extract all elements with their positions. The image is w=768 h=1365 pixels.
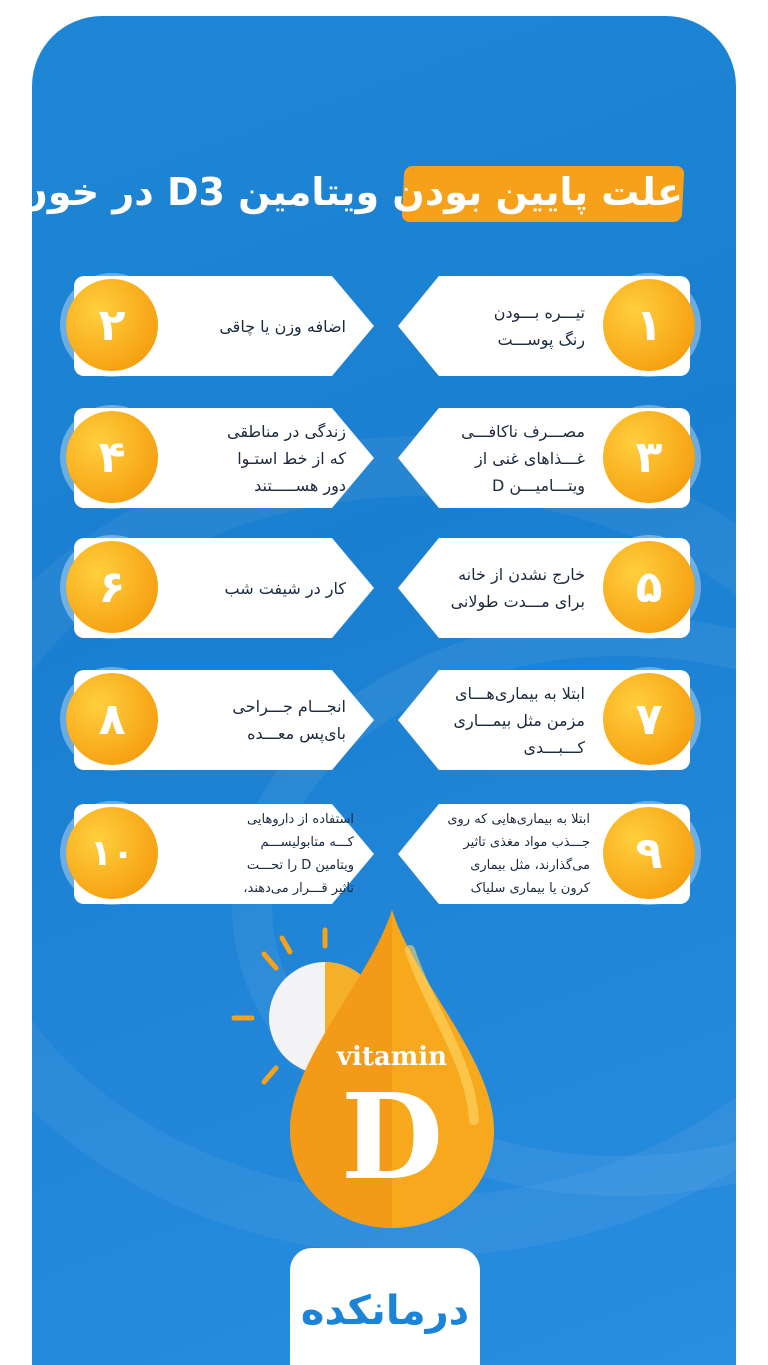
item-line: کـــبـــدی: [523, 737, 585, 757]
item-line: ابتلا به بیماری‌هـــای: [454, 683, 585, 703]
item-line: مصـــرف ناکافـــی: [461, 421, 585, 441]
number-badge: ۴: [66, 411, 158, 503]
item-line: بای‌پس معـــده: [247, 724, 346, 743]
item-line: خارج نشدن از خانه: [458, 565, 585, 584]
logo-box: [290, 1248, 480, 1365]
item-line: ویتـــامیـــن D: [492, 475, 585, 495]
title-area: [0, 166, 768, 226]
item-text: [176, 670, 346, 770]
item-line: کار در شیفت شب: [224, 578, 346, 598]
item-text: [176, 408, 346, 508]
vitamin-d-illustration: [220, 910, 520, 1230]
item-line: ویتامین D را تحـــت: [246, 858, 354, 873]
item-line: دور هســـــتند: [254, 475, 346, 495]
number-badge: ۸: [66, 673, 158, 765]
item-line: کـــه متابولیســـم: [260, 835, 354, 850]
list-item-10: [66, 800, 358, 900]
brand-logo: درمانکده: [300, 1288, 470, 1334]
number-badge: ۱۰: [66, 807, 158, 899]
item-line: انجـــام جـــراحی: [232, 697, 346, 716]
item-line: کرون یا بیماری سلیاک: [470, 881, 590, 896]
item-text: [405, 804, 590, 904]
list-item-9: [398, 800, 690, 900]
vitamin-letter: D: [340, 1067, 444, 1206]
item-line: رنگ پوســـت: [497, 330, 585, 349]
item-line: زندگی در مناطقی: [227, 421, 346, 441]
item-text: [415, 538, 585, 638]
number-badge: ۵: [603, 541, 695, 633]
item-line: تیـــره بـــودن: [493, 303, 585, 322]
number-badge: ۷: [603, 673, 695, 765]
item-line: که از خط استـوا: [237, 448, 346, 468]
item-line: استفاده از داروهایی: [247, 812, 354, 827]
list-item-2: [66, 272, 358, 372]
item-text: [176, 276, 346, 376]
item-text: [415, 408, 585, 508]
number-badge: ۳: [603, 411, 695, 503]
item-line: برای مـــدت طولانی: [450, 592, 585, 611]
item-line: ابتلا به بیماری‌هایی که روی: [447, 812, 590, 827]
number-badge: ۱: [603, 279, 695, 371]
list-item-7: [398, 666, 690, 766]
list-item-3: [398, 404, 690, 504]
number-badge: ۲: [66, 279, 158, 371]
item-line: غـــذاهای غنی از: [475, 448, 585, 468]
list-item-8: [66, 666, 358, 766]
number-badge: ۹: [603, 807, 695, 899]
list-item-6: [66, 534, 358, 634]
list-item-5: [398, 534, 690, 634]
page-title: علت پایین بودن ویتامین D3 در خون: [15, 170, 683, 214]
list-item-4: [66, 404, 358, 504]
item-line: اضافه وزن یا چاقی: [219, 316, 346, 336]
item-text: [176, 538, 346, 638]
item-line: تاثیر قـــرار می‌دهند،: [243, 881, 354, 896]
vitamin-word: vitamin: [336, 1042, 448, 1072]
item-text: [415, 276, 585, 376]
item-text: [174, 804, 354, 904]
item-line: می‌گذارند، مثل بیماری: [470, 858, 590, 873]
list-item-1: [398, 272, 690, 372]
item-line: جـــذب مواد مغذی تاثیر: [463, 835, 590, 850]
item-line: مزمن مثل بیمـــاری: [453, 710, 585, 730]
number-badge: ۶: [66, 541, 158, 633]
item-text: [410, 670, 585, 770]
